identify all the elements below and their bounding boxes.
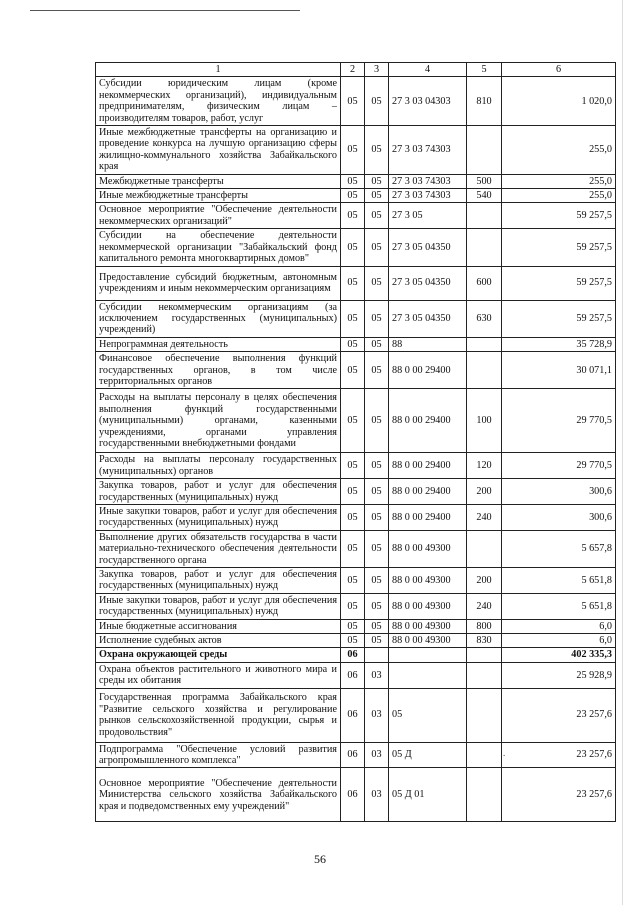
row-subsection-cell: 05 (365, 126, 389, 175)
row-name-cell: Субсидии на обеспечение деятельности некоммерческой организации "Забайкальский фонд капитального ремонта многоквартирных домов" (96, 229, 341, 266)
row-subsection-cell: 05 (365, 203, 389, 229)
row-subsection-cell (365, 648, 389, 662)
row-amount-cell: 23 257,6 (502, 688, 616, 742)
row-expense-type-cell: 800 (467, 619, 502, 633)
row-name-cell: Подпрограмма "Обеспечение условий развития агропромышленного комплекса" (96, 742, 341, 768)
row-target-code-cell: 88 0 00 29400 (389, 504, 467, 530)
table-row (96, 126, 616, 175)
row-target-code-cell (389, 648, 467, 662)
row-section-cell: 06 (341, 768, 365, 822)
top-rule (30, 10, 300, 11)
table-body (96, 77, 616, 822)
table-row (96, 593, 616, 619)
row-subsection-cell: 05 (365, 593, 389, 619)
row-name-cell: Исполнение судебных актов (96, 634, 341, 648)
row-target-code-cell: 05 (389, 688, 467, 742)
row-section-cell: 06 (341, 742, 365, 768)
row-subsection-cell: 05 (365, 77, 389, 126)
row-expense-type-cell (467, 688, 502, 742)
row-expense-type-cell (467, 229, 502, 266)
row-section-cell: 05 (341, 174, 365, 188)
row-target-code-cell: 88 0 00 29400 (389, 453, 467, 479)
table-row (96, 229, 616, 266)
row-amount-cell: 59 257,5 (502, 266, 616, 300)
row-name-cell: Непрограммная деятельность (96, 337, 341, 351)
row-expense-type-cell: 600 (467, 266, 502, 300)
row-expense-type-cell: 100 (467, 389, 502, 453)
row-name-cell: Финансовое обеспечение выполнения функций государственных органов, в том числе территориальных органов (96, 352, 341, 389)
row-name-cell: Выполнение других обязательств государства в части материально-технического обеспечения деятельности государственного органа (96, 530, 341, 567)
row-subsection-cell: 05 (365, 619, 389, 633)
row-name-cell: Государственная программа Забайкальского края "Развитие сельского хозяйства и регулирование рынков сельскохозяйственной продукции, сырья и продовольствия" (96, 688, 341, 742)
table-row (96, 389, 616, 453)
table-row (96, 742, 616, 768)
row-target-code-cell: 27 3 05 04350 (389, 229, 467, 266)
row-section-cell: 05 (341, 189, 365, 203)
row-expense-type-cell (467, 742, 502, 768)
row-name-cell: Основное мероприятие "Обеспечение деятельности некоммерческих организаций" (96, 203, 341, 229)
row-expense-type-cell: 500 (467, 174, 502, 188)
row-section-cell: 05 (341, 634, 365, 648)
row-subsection-cell: 05 (365, 568, 389, 594)
row-name-cell: Закупка товаров, работ и услуг для обеспечения государственных (муниципальных) нужд (96, 479, 341, 505)
row-subsection-cell: 05 (365, 479, 389, 505)
row-name-cell: Межбюджетные трансферты (96, 174, 341, 188)
row-name-cell: Иные бюджетные ассигнования (96, 619, 341, 633)
row-target-code-cell: 05 Д 01 (389, 768, 467, 822)
row-expense-type-cell (467, 768, 502, 822)
row-section-cell: 05 (341, 229, 365, 266)
row-subsection-cell: 05 (365, 174, 389, 188)
row-amount-cell: 5 657,8 (502, 530, 616, 567)
row-amount-cell: 5 651,8 (502, 568, 616, 594)
row-amount-cell: 59 257,5 (502, 229, 616, 266)
row-section-cell: 05 (341, 337, 365, 351)
row-subsection-cell: 05 (365, 504, 389, 530)
row-subsection-cell: 05 (365, 389, 389, 453)
row-expense-type-cell (467, 662, 502, 688)
row-expense-type-cell: 120 (467, 453, 502, 479)
row-name-cell: Расходы на выплаты персоналу государственных (муниципальных) органов (96, 453, 341, 479)
row-amount-cell: 255,0 (502, 126, 616, 175)
table-row (96, 174, 616, 188)
table-row (96, 504, 616, 530)
row-amount-cell: 5 651,8 (502, 593, 616, 619)
page-edge (622, 0, 623, 905)
row-section-cell: 06 (341, 648, 365, 662)
row-amount-cell: 6,0 (502, 634, 616, 648)
row-subsection-cell: 05 (365, 300, 389, 337)
row-expense-type-cell: 810 (467, 77, 502, 126)
row-amount-cell: 59 257,5 (502, 203, 616, 229)
row-amount-cell: 29 770,5 (502, 389, 616, 453)
row-target-code-cell: 27 3 03 74303 (389, 174, 467, 188)
row-amount-cell: 30 071,1 (502, 352, 616, 389)
budget-table (95, 62, 616, 822)
header-cell-subsection: 3 (365, 63, 389, 77)
header-cell-name: 1 (96, 63, 341, 77)
row-subsection-cell: 05 (365, 634, 389, 648)
row-subsection-cell: 03 (365, 688, 389, 742)
row-target-code-cell: 88 0 00 29400 (389, 479, 467, 505)
row-expense-type-cell: 240 (467, 504, 502, 530)
row-subsection-cell: 05 (365, 229, 389, 266)
row-section-cell: 06 (341, 688, 365, 742)
row-section-cell: 05 (341, 300, 365, 337)
row-expense-type-cell (467, 337, 502, 351)
row-amount-cell: 23 257,6 (502, 768, 616, 822)
row-name-cell: Предоставление субсидий бюджетным, автономным учреждениям и иным некоммерческим организациям (96, 266, 341, 300)
row-section-cell: 05 (341, 77, 365, 126)
row-target-code-cell: 88 0 00 49300 (389, 530, 467, 567)
row-name-cell: Субсидии юридическим лицам (кроме некоммерческих организаций), индивидуальным предпринимателям, физическим лицам – производителям товаров, работ, услуг (96, 77, 341, 126)
row-name-cell: Расходы на выплаты персоналу в целях обеспечения выполнения функций государственными (муниципальными) органами, казенными учреждениями, органами управления государственными внебюджетными фондами (96, 389, 341, 453)
header-cell-section: 2 (341, 63, 365, 77)
row-section-cell: 05 (341, 453, 365, 479)
header-cell-expense-type: 5 (467, 63, 502, 77)
row-target-code-cell: 27 3 05 04350 (389, 300, 467, 337)
table-row (96, 688, 616, 742)
header-cell-amount: 6 (502, 63, 616, 77)
row-target-code-cell: 27 3 05 (389, 203, 467, 229)
table-row (96, 453, 616, 479)
row-subsection-cell: 03 (365, 662, 389, 688)
row-name-cell: Иные закупки товаров, работ и услуг для обеспечения государственных (муниципальных) нужд (96, 504, 341, 530)
row-amount-cell: 23 257,6 (502, 742, 616, 768)
header-cell-target-code: 4 (389, 63, 467, 77)
header-row (96, 63, 616, 77)
row-section-cell: 05 (341, 126, 365, 175)
row-amount-cell: 25 928,9 (502, 662, 616, 688)
row-subsection-cell: 05 (365, 352, 389, 389)
row-subsection-cell: 05 (365, 530, 389, 567)
row-subsection-cell: 03 (365, 768, 389, 822)
row-name-cell: Охрана окружающей среды (96, 648, 341, 662)
table-row (96, 77, 616, 126)
row-amount-cell: 59 257,5 (502, 300, 616, 337)
row-name-cell: Закупка товаров, работ и услуг для обеспечения государственных (муниципальных) нужд (96, 568, 341, 594)
row-expense-type-cell: 240 (467, 593, 502, 619)
row-amount-cell: 6,0 (502, 619, 616, 633)
row-target-code-cell: 05 Д (389, 742, 467, 768)
row-subsection-cell: 05 (365, 189, 389, 203)
row-target-code-cell: 88 0 00 49300 (389, 634, 467, 648)
row-expense-type-cell: 200 (467, 479, 502, 505)
row-section-cell: 05 (341, 479, 365, 505)
row-name-cell: Основное мероприятие "Обеспечение деятельности Министерства сельского хозяйства Забайкальского края и подведомственных ему учреждений" (96, 768, 341, 822)
row-target-code-cell: 27 3 03 04303 (389, 77, 467, 126)
row-name-cell: Иные закупки товаров, работ и услуг для обеспечения государственных (муниципальных) нужд (96, 593, 341, 619)
row-expense-type-cell: 830 (467, 634, 502, 648)
row-expense-type-cell (467, 648, 502, 662)
row-target-code-cell: 88 0 00 29400 (389, 352, 467, 389)
row-name-cell: Иные межбюджетные трансферты (96, 189, 341, 203)
table-row (96, 662, 616, 688)
table-row (96, 300, 616, 337)
row-amount-cell: 35 728,9 (502, 337, 616, 351)
row-subsection-cell: 03 (365, 742, 389, 768)
row-amount-cell: 402 335,3 (502, 648, 616, 662)
table-row (96, 203, 616, 229)
row-section-cell: 05 (341, 619, 365, 633)
row-subsection-cell: 05 (365, 337, 389, 351)
row-section-cell: 05 (341, 352, 365, 389)
table-row (96, 530, 616, 567)
stray-mark: . (503, 748, 506, 758)
row-section-cell: 06 (341, 662, 365, 688)
row-expense-type-cell (467, 126, 502, 175)
row-amount-cell: 1 020,0 (502, 77, 616, 126)
table-row (96, 619, 616, 633)
row-amount-cell: 29 770,5 (502, 453, 616, 479)
row-section-cell: 05 (341, 203, 365, 229)
row-section-cell: 05 (341, 593, 365, 619)
row-name-cell: Охрана объектов растительного и животного мира и среды их обитания (96, 662, 341, 688)
table-row (96, 266, 616, 300)
row-amount-cell: 255,0 (502, 174, 616, 188)
row-amount-cell: 300,6 (502, 504, 616, 530)
row-section-cell: 05 (341, 530, 365, 567)
row-name-cell: Иные межбюджетные трансферты на организацию и проведение конкурса на лучшую организацию сферы жилищно-коммунального хозяйства Забайкальского края (96, 126, 341, 175)
row-subsection-cell: 05 (365, 453, 389, 479)
row-section-cell: 05 (341, 568, 365, 594)
row-target-code-cell (389, 662, 467, 688)
row-section-cell: 05 (341, 389, 365, 453)
table-row (96, 189, 616, 203)
row-name-cell: Субсидии некоммерческим организациям (за исключением государственных (муниципальных) учреждений) (96, 300, 341, 337)
row-target-code-cell: 27 3 05 04350 (389, 266, 467, 300)
row-target-code-cell: 27 3 03 74303 (389, 126, 467, 175)
row-target-code-cell: 88 0 00 49300 (389, 593, 467, 619)
row-expense-type-cell: 540 (467, 189, 502, 203)
row-amount-cell: 300,6 (502, 479, 616, 505)
row-subsection-cell: 05 (365, 266, 389, 300)
row-target-code-cell: 88 0 00 29400 (389, 389, 467, 453)
row-target-code-cell: 88 0 00 49300 (389, 619, 467, 633)
row-amount-cell: 255,0 (502, 189, 616, 203)
row-target-code-cell: 88 0 00 49300 (389, 568, 467, 594)
row-expense-type-cell: 630 (467, 300, 502, 337)
table-row (96, 479, 616, 505)
row-expense-type-cell (467, 203, 502, 229)
row-expense-type-cell (467, 352, 502, 389)
row-expense-type-cell: 200 (467, 568, 502, 594)
row-section-cell: 05 (341, 266, 365, 300)
row-target-code-cell: 88 (389, 337, 467, 351)
table-row (96, 648, 616, 662)
table-row (96, 634, 616, 648)
page-number: 56 (314, 852, 326, 866)
row-expense-type-cell (467, 530, 502, 567)
table-row (96, 337, 616, 351)
row-target-code-cell: 27 3 03 74303 (389, 189, 467, 203)
row-section-cell: 05 (341, 504, 365, 530)
table-row (96, 768, 616, 822)
table-row (96, 568, 616, 594)
table-row (96, 352, 616, 389)
